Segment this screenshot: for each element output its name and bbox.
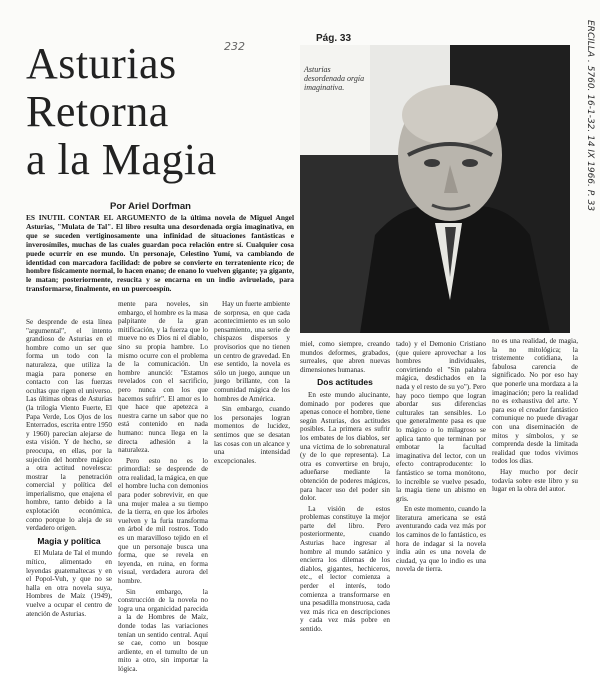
title-line-2: Retorna <box>26 87 169 136</box>
handwritten-side-note: ERCILLA . 5760. 16-1-32. 14 IX 1966. P. 33 <box>585 20 595 212</box>
page-number: Pág. 33 <box>316 33 352 44</box>
column-3 <box>214 300 290 540</box>
paragraph: Sin embargo, la construcción de la novela no logra una organicidad parecida a la de Hombres de Maíz, donde todas las variaciones tenían un sentido central. Aquí se cae, como un bosque ardiente, en el tumulto de un mito a otro, sin importar la lógica. <box>118 587 208 673</box>
paragraph: Hay un fuerte ambiente de sorpresa, en que cada acontecimiento es un solo pensamiento, una serie de chispazos dispersos y provisorios que no tienen un centro de gravedad. En ese sentido, la novela es sólo un juego, aunque un juego brillante, con la comunidad mágica de los hombres de América. <box>214 300 290 403</box>
column-6 <box>492 337 578 540</box>
column-1 <box>26 318 112 618</box>
column-5 <box>396 340 486 574</box>
article-title <box>26 40 256 184</box>
column-4 <box>300 340 391 633</box>
paragraph: El Mulata de Tal el mundo mítico, alimentado en leyendas guatemaltecas y en el Popol-Vuh, y que no se halla en otra novela suya, Hombres de Maíz (1949), vuelve a ocupar el centro de atención de Asturias. <box>26 549 112 618</box>
photo-caption: Asturias desordenada orgía imaginativa. <box>304 65 365 92</box>
lead-paragraph: ES INUTIL CONTAR EL ARGUMENTO de la última novela de Miguel Angel Asturias, "Mulata de Tal". El libro resulta una desordenada orgía imaginativa, en que se suceden vertiginosamente una infinidad de situaciones fantásticas e inverosímiles, muchas de las cuales guardan poca relación entre sí. Cualquier cosa puede ocurrir en ese mundo. Un personaje, Celestino Yumí, va cambiando de identidad con marcadora facilidad: de pobre se convierte en terrateniente rico; de hombre físicamente normal, lo hacen enano; de enano lo vuelven gigante; ya gigante, le matan; posteriormente, resucita y se encarna en un indio aviruelado, para transformarse, finalmente, en un puercoespín. <box>26 213 294 294</box>
paragraph: La visión de estos problemas constituye la mejor parte del libro. Pero posteriormente, cuando Asturias hace ingresar al hombre al mundo satánico y encierra los dilemas de los diablos, gigantes, hechiceros, etc., el lector comienza a perder el interés, todo comienza a transformarse en una pesadilla monstruosa, cada vez más rica en descripciones y cada vez más pobre en sentido. <box>300 504 390 633</box>
subheading-magia-y-politica: Magia y política <box>37 535 101 546</box>
title-line-3: a la Magia <box>26 135 217 184</box>
handwritten-number: 232 <box>224 40 245 53</box>
paragraph: En este mundo alucinante, dominado por poderes que apenas conoce el hombre, tiene según Asturias, dos actitudes posibles. La primera es sufrir los embates de los diablos, ser una víctima de lo sobrenatural (y de lo que representa). La otra es convertirse en brujo, adueñarse mediante la obtención de poderes mágicos, para hacer uso del poder sin dolor. <box>300 390 391 503</box>
paragraph: no es una realidad, de magia, la no mitológica; la tristemente cotidiana, la fabulosa carencia de significado. No por eso hay que ponerle una mordaza a la imaginación; pero la realidad no es exhaustiva del arte. Y para eso el creador fantástico comunique no puede divagar con una diseminación de mitos y símbolos, y se comprenda desde la limitada realidad que todos vivimos todos los días. <box>492 337 578 466</box>
paragraph: mente para noveles, sin embargo, el hombre es la masa palpitante de la gran mitificación, y la fuerza que lo mueve no es Dios ni el diablo, sino su propia hambre. Lo mismo ocurre con el problema de la comunicación. Un hombre anunció: "Estamos revelados con el sacrificio, pero nunca con los que hacemos sufrir". El amor es lo que hace que apetezca a nuestra carne un sabor que no está contenido en nada humano: nunca llega en la directa adhesión a la naturaleza. <box>118 300 208 455</box>
paragraph: En este momento, cuando la literatura americana se está aventurando cada vez más por los caminos de lo fantástico, es hora de indagar si la novela india aún es una novela de ciudad, ya que lo indio es una novela de tierra. <box>396 505 486 574</box>
title-line-1: Asturias <box>26 39 177 88</box>
paragraph: tado) y el Demonio Cristiano (que quiere aprovechar a los hombres individuales, convirtiendo el "Sin palabra mágica, desdichados en la nada y el resto de su yo"). Pero hay poco tiempo que logran abordar sus diferencias culturales tan sensibles. Lo que generalmente pasa es que lo mágico o lo milagroso se aplica tanto que terminan por embotar la facultad imaginativa del lector, con un efecto contraproducente: lo fantástico se torna monótono, lo increíble se vuelve pesado, la magia tiene un abismo en gris. <box>396 340 486 503</box>
paragraph: Se desprende de esta línea "argumental", el intento grandioso de Asturias en el hombre como un ser que forma un todo con la naturaleza, que utiliza la magia para ponerse en contacto con las fuerzas ocultas que rigen el universo. Las últimas obras de Asturias (la trilogía Viento Fuerte, El Papa Verde, Los Ojos de los Enterrados, escrita entre 1950 y 1960) parecían alejarse de esta visión. Y de hecho, se preocupa, en ellas, por la sujeción del hombre mágico a otra actitud novelesca: mostrar la penetración comercial y política del imperialismo, que enajena el hombre, tanto debido a la explotación económica, como porque lo aleja de su verdadero origen. <box>26 318 112 533</box>
paragraph: Pero esto no es lo primordial: se desprende de otra realidad, la mágica, en que el hombre lucha con demonios para poder sobrevivir, en que una mujer malea a su tiempo de la tierra, en que los árboles vuelven y la furia transforma en árbol de mil rostros. Todo es un maravilloso tejido en el que un personaje busca una forma, que se revela en leyenda, en ruina, en forma visual, verdadera aurora del hombre. <box>118 456 208 585</box>
subheading-dos-actitudes: Dos actitudes <box>317 377 373 388</box>
column-2 <box>118 300 208 673</box>
byline: Por Ariel Dorfman <box>110 201 191 212</box>
paragraph: Hay mucho por decir todavía sobre este libro y su lugar en la obra del autor. <box>492 467 578 494</box>
paragraph: miel, como siempre, creando mundos deformes, grabados, surreales, que abren nuevas dimensiones humanas. <box>300 340 390 374</box>
paragraph: Sin embargo, cuando los personajes logran momentos de lucidez, sentimos que se desatan las cosas con un alcance y una intensidad excepcionales. <box>214 405 290 465</box>
